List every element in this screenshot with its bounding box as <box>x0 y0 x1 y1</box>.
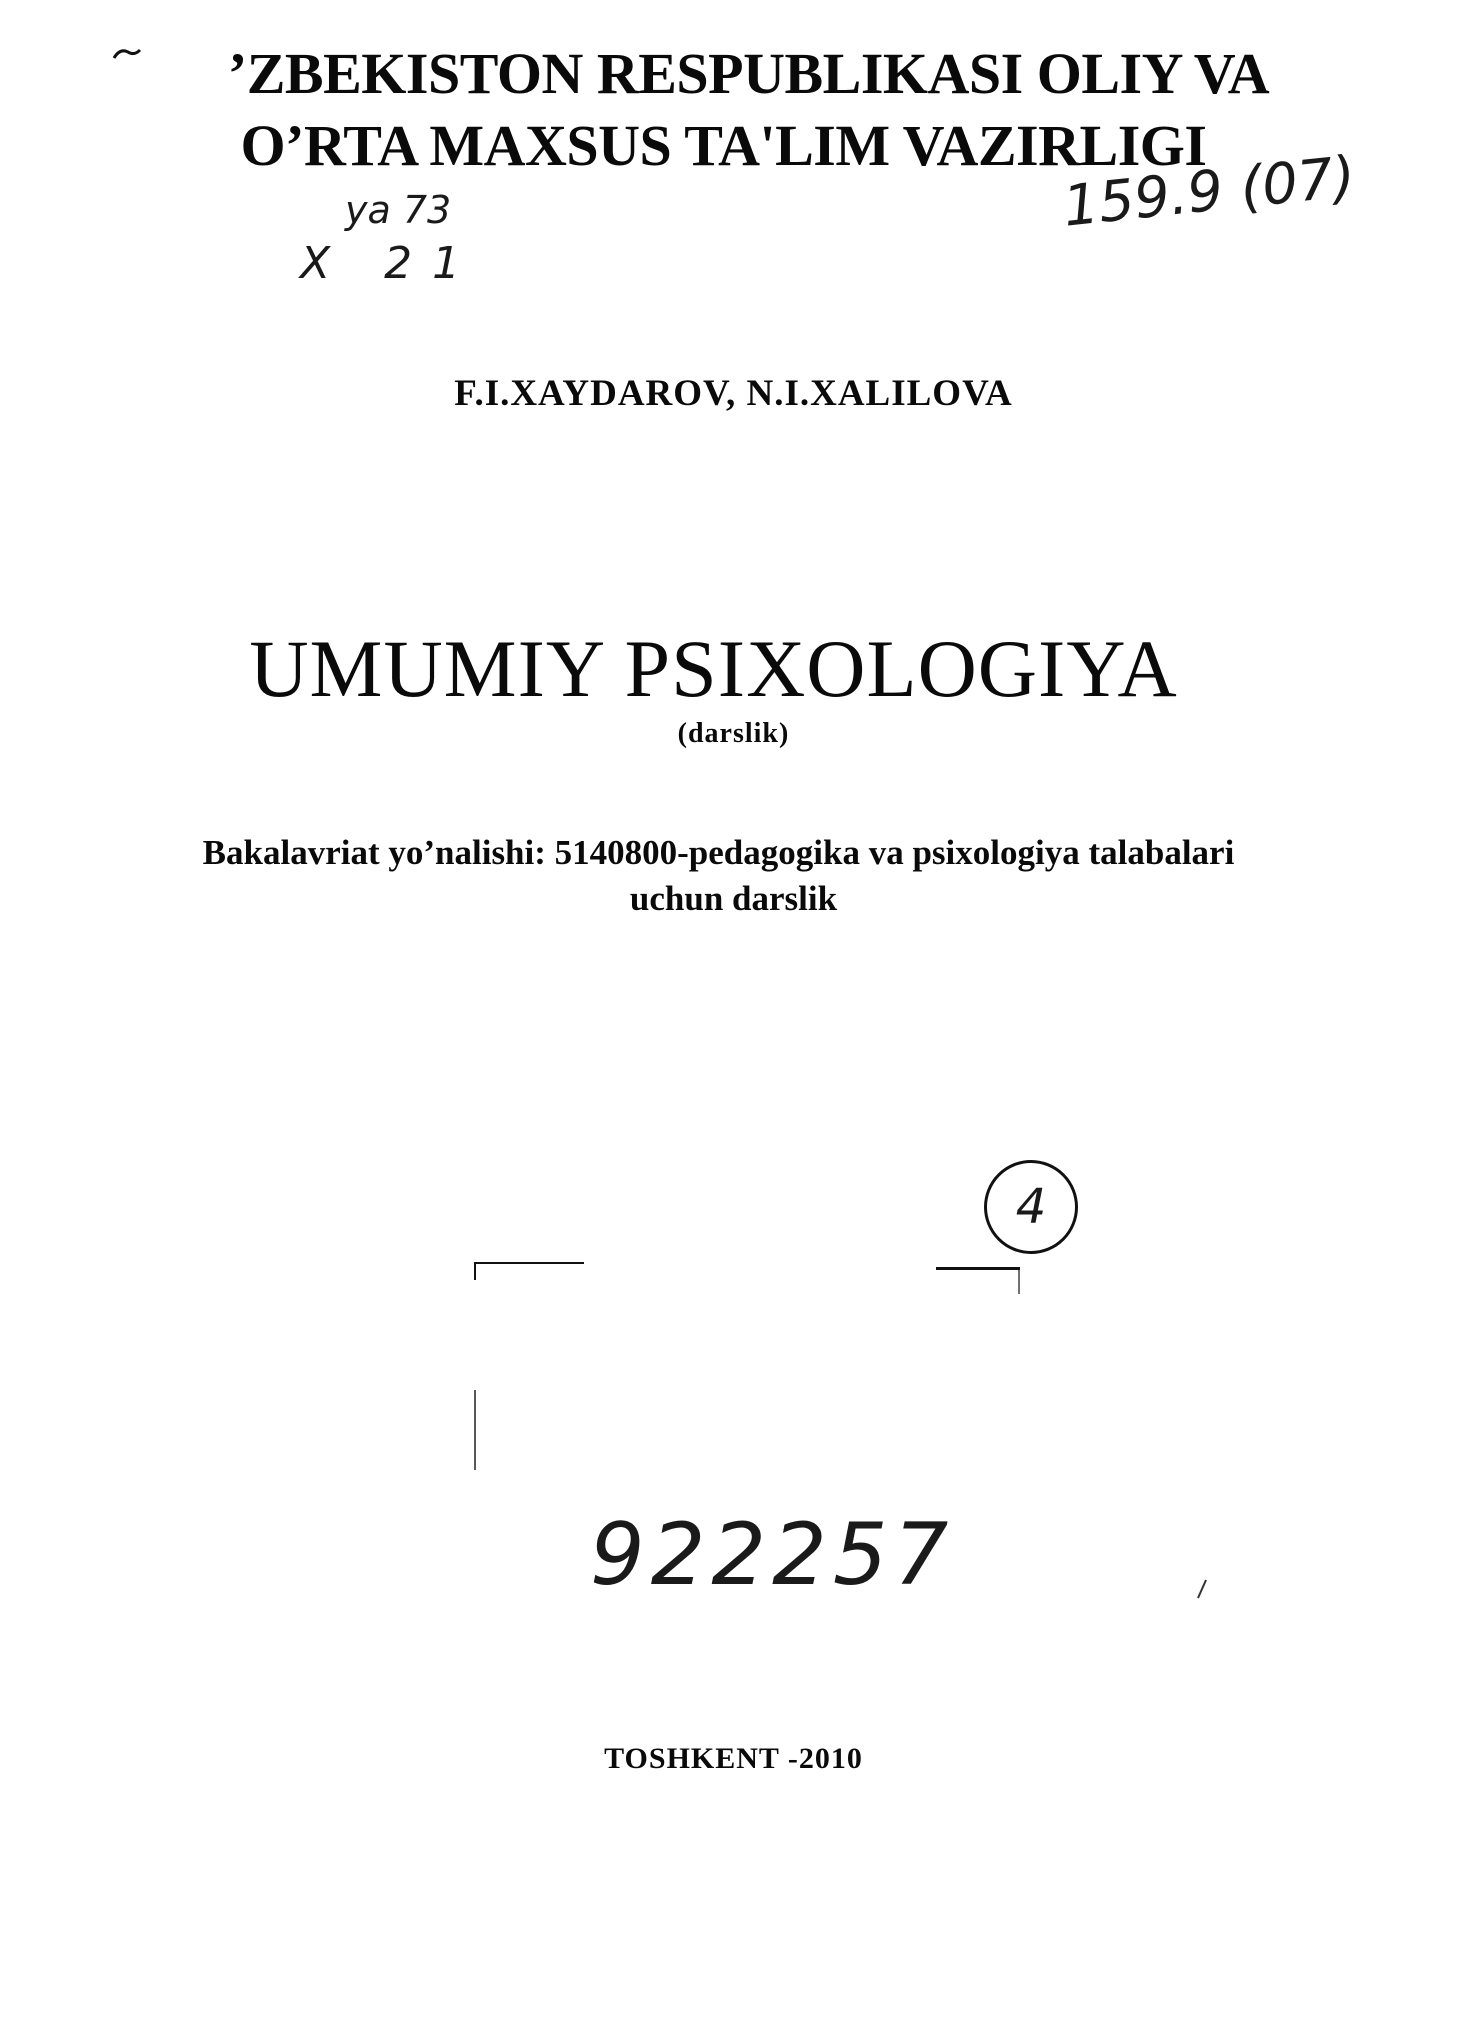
handwritten-library-code-bottom: X 21 <box>300 238 481 289</box>
pen-mark-icon <box>1194 1578 1210 1600</box>
handwritten-inventory-number: 922257 <box>590 1505 955 1605</box>
stamp-frame-top-right <box>936 1267 1020 1270</box>
study-direction-line-2: uchun darslik <box>629 879 838 918</box>
handwritten-classification: 159.9 (07) <box>1060 144 1359 240</box>
study-direction <box>0 830 1467 922</box>
imprint-city-year: TOSHKENT -2010 <box>604 1742 863 1775</box>
authors: F.I.XAYDAROV, N.I.XALILOVA <box>454 373 1013 414</box>
stamp-frame-left-edge <box>474 1390 476 1470</box>
book-subtitle: (darslik) <box>677 718 790 749</box>
stamp-frame-corner-right <box>1018 1270 1020 1294</box>
study-direction-line-1: Bakalavriat yo’nalishi: 5140800-pedagogika va psixologiya talabalari <box>202 833 1235 872</box>
corner-mark-icon <box>112 46 142 62</box>
stamp-frame-top-left <box>474 1262 584 1264</box>
ministry-line-2: O’RTA MAXSUS TA'LIM VAZIRLIGI <box>240 113 1207 178</box>
book-title: UMUMIY PSIXOLOGIYA <box>249 623 1178 714</box>
stamp-frame-corner-left <box>474 1262 476 1280</box>
circled-number-stamp: 4 <box>984 1160 1078 1254</box>
ministry-line-1: ’ZBEKISTON RESPUBLIKASI OLIY VA <box>227 41 1270 106</box>
handwritten-library-code-top: ya 73 <box>345 188 452 232</box>
